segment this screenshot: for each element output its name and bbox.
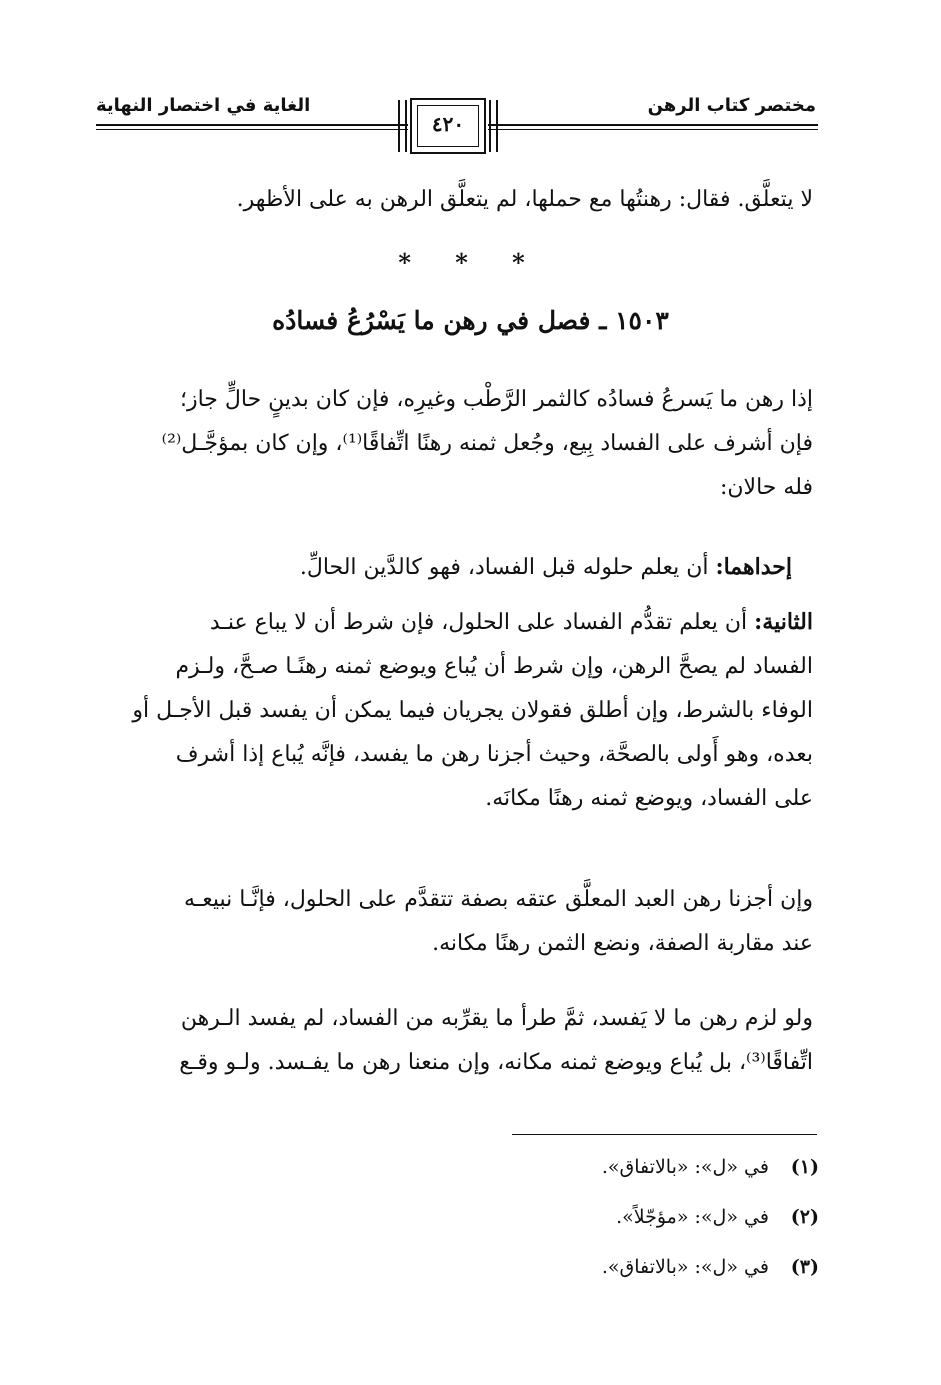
- footnote-1: [602, 1156, 819, 1178]
- footnote-number: (٢): [790, 1206, 819, 1228]
- header-rule-left: [96, 124, 408, 126]
- text-line: الفساد لم يصحَّ الرهن، وإن شرط أن يُباع ويوضع ثمنه رهنًـا صـحَّ، ولـزم: [175, 654, 813, 679]
- text-line: لا يتعلَّق. فقال: رهنتُها مع حملها، لم يتعلَّق الرهن به على الأظهر.: [236, 187, 813, 212]
- text-line: فإن أشرف على الفساد بِيع، وجُعل ثمنه رهنًا اتِّفاقًا⁽¹⁾، وإن كان بمؤجَّـل⁽²⁾: [161, 431, 813, 456]
- text-line: [123, 545, 813, 590]
- paragraph-1: [123, 378, 813, 510]
- case-text-first: أن يعلم حلوله قبل الفساد، فهو كالدَّين الحالِّ.: [299, 555, 716, 580]
- text-line: [123, 600, 813, 645]
- page-number: ٤٢٠: [431, 112, 465, 136]
- footnote-separator: [512, 1134, 817, 1135]
- case-label-second: الثانية:: [754, 609, 813, 635]
- footnote-2: [616, 1206, 819, 1228]
- footnote-number: (١): [790, 1156, 819, 1178]
- running-header-chapter: مختصر كتاب الرهن: [647, 95, 816, 116]
- section-heading: ١٥٠٣ ـ فصل في رهن ما يَسْرُعُ فسادُه: [272, 306, 669, 335]
- text-line: ولو لزم رهن ما لا يَفسد، ثمَّ طرأ ما يقرِّبه من الفساد، لم يفسد الـرهن: [180, 1006, 813, 1031]
- frame-ornament-left: [398, 100, 407, 152]
- footnote-3: [602, 1256, 819, 1278]
- text-line: الوفاء بالشرط، وإن أطلق فقولان يجريان فيما يمكن أن يفسد قبل الأجـل أو: [132, 698, 813, 723]
- header-rule-right-thin: [488, 129, 818, 130]
- footnote-number: (٣): [790, 1256, 819, 1278]
- text-line: عند مقاربة الصفة، ونضع الثمن رهنًا مكانه.: [432, 931, 813, 956]
- running-header-book-title: الغاية في اختصار النهاية: [96, 95, 311, 116]
- footnote-text: في «ل»: «بالاتفاق».: [601, 1256, 769, 1278]
- case-label-first: إحداهما:: [715, 554, 793, 580]
- paragraph-2: [123, 545, 813, 590]
- text-line: بعده، وهو أَولى بالصحَّة، وحيث أجزنا رهن ما يفسد، فإنَّه يُباع إذا أشرف: [175, 742, 813, 767]
- text-line: اتِّفاقًا⁽³⁾، بل يُباع ويوضع ثمنه مكانه، وإن منعنا رهن ما يفـسد. ولـو وقـع: [179, 1050, 813, 1075]
- paragraph-4: [123, 878, 813, 966]
- paragraph-3: [123, 600, 813, 821]
- paragraph-5: [123, 997, 813, 1085]
- continuation-paragraph: [123, 178, 813, 222]
- header-rule-left-thin: [96, 129, 408, 130]
- footnote-text: في «ل»: «بالاتفاق».: [601, 1156, 769, 1178]
- footnote-text: في «ل»: «مؤجّلاً».: [616, 1206, 769, 1228]
- frame-ornament-right: [489, 100, 498, 152]
- header-rule-right: [488, 124, 818, 126]
- text-line: إذا رهن ما يَسرعُ فسادُه كالثمر الرَّطْب وغيرِه، فإن كان بدينٍ حالٍّ جاز؛: [179, 387, 813, 412]
- text-line: على الفساد، ويوضع ثمنه رهنًا مكانَه.: [485, 786, 813, 811]
- text-line: وإن أجزنا رهن العبد المعلَّق عتقه بصفة تتقدَّم على الحلول، فإنَّـا نبيعـه: [184, 887, 813, 912]
- case-text-second: أن يعلم تقدُّم الفساد على الحلول، فإن شرط أن لا يباع عنـد: [209, 610, 755, 635]
- page-number-frame: [410, 98, 486, 154]
- text-line: فله حالان:: [719, 475, 813, 500]
- section-separator: * * *: [398, 248, 543, 277]
